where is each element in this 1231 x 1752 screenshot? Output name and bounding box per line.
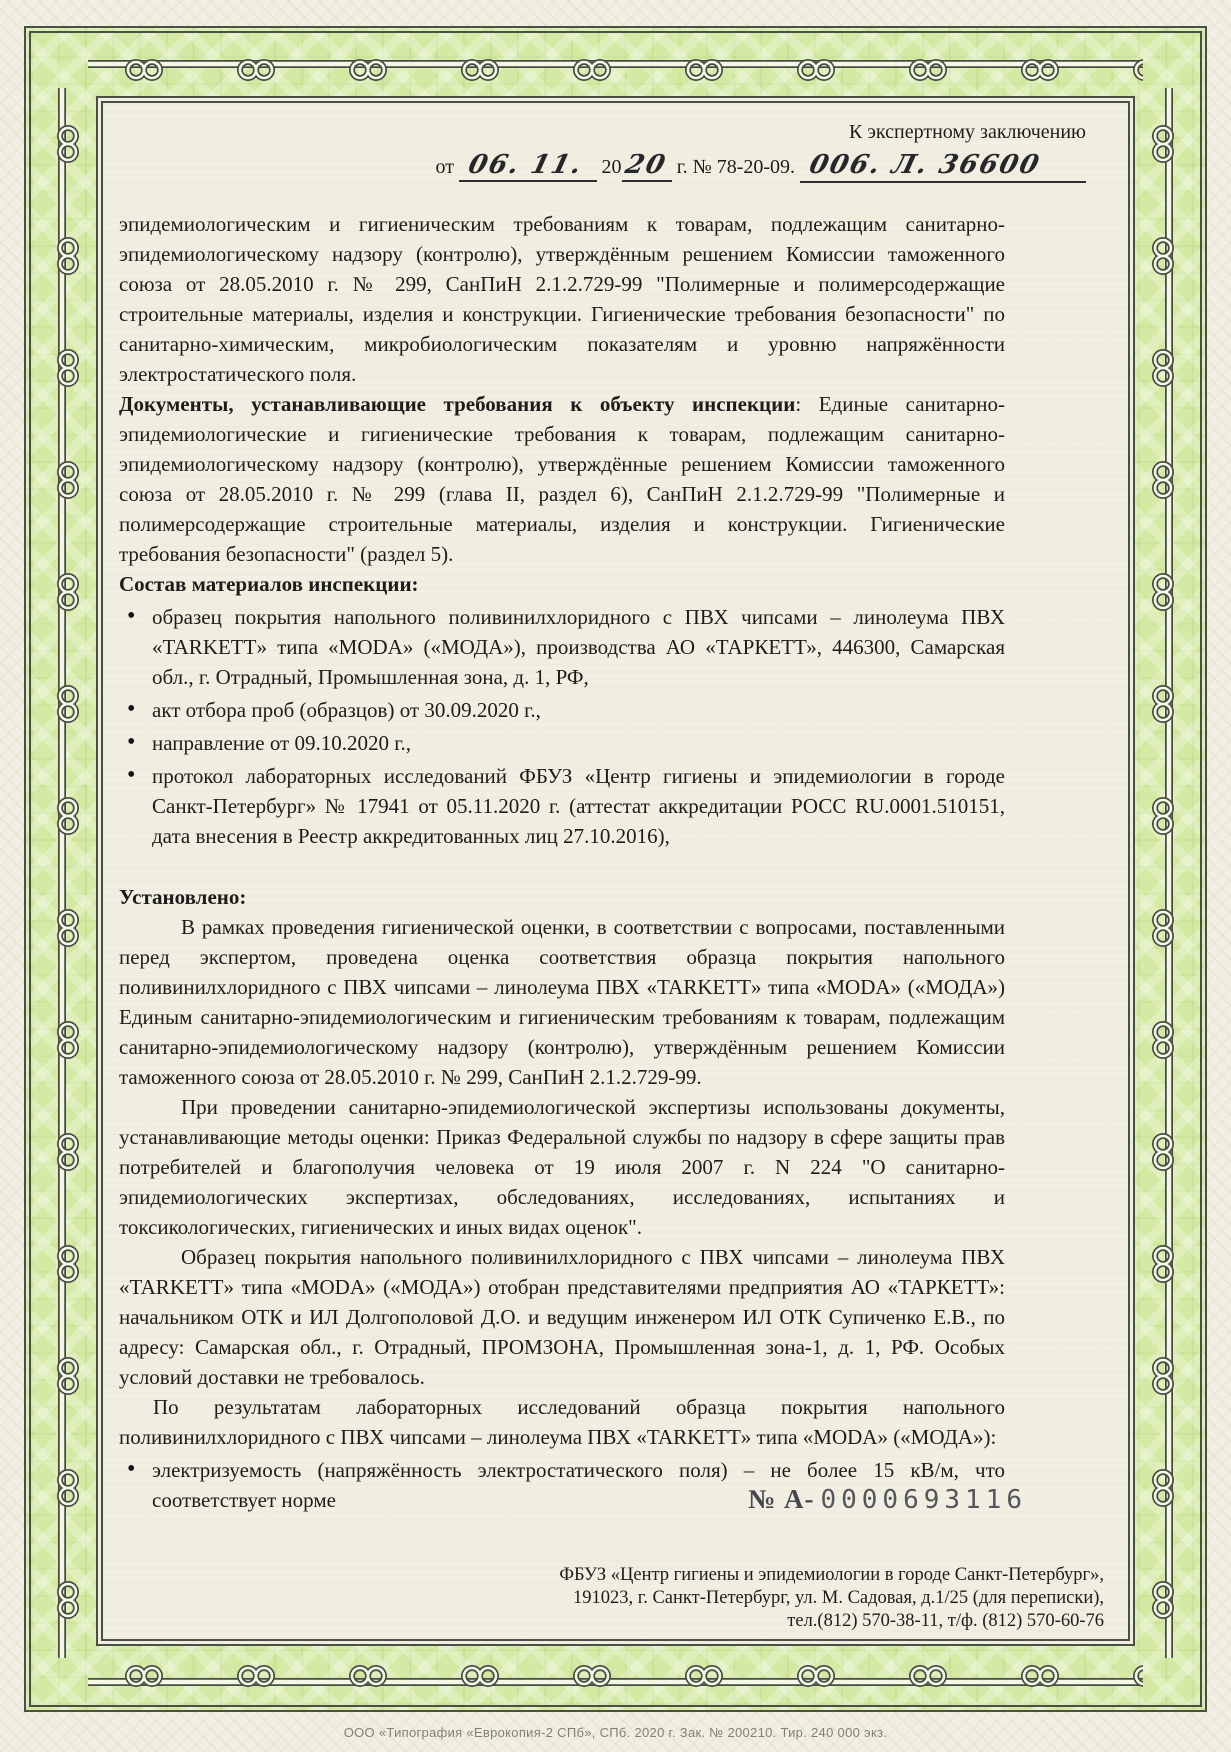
year-printed: 20 [601,156,622,178]
knot-chain-border-left [46,88,84,1658]
handwritten-year: 20 [621,150,670,180]
materials-heading: Состав материалов инспекции: [119,572,419,596]
issuer-address: 191023, г. Санкт-Петербург, ул. М. Садовая, д.1/25 (для переписки), [572,1588,1104,1608]
list-item: • направление от 09.10.2020 г., [119,728,1005,758]
paragraph-methods: При проведении санитарно-эпидемиологической экспертизы использованы документы, устанавливающие методы оценки: Приказ Федеральной службы по надзору в сфере защиты прав потребителей и благополучия человека от 19 июля 2007 г. N 224 "О санитарно-эпидемиологических экспертизах, обследованиях, исследованиях, испытаниях и токсикологических, гигиенических и иных видах оценок". [119,1095,1005,1239]
document-sheet [96,96,1135,1646]
documents-lead-in: Документы, устанавливающие требования к объекту инспекции [119,392,796,416]
documents-text: : Единые санитарно-эпидемиологические и гигиенические требования к товарам, подлежащим санитарно-эпидемиологическому надзору (контролю), утверждённые решением Комиссии таможенного союза от 28.05.2010 г. № 299 (глава II, раздел 6), СанПиН 2.1.2.729-99 "Полимерные и полимерсодержащие строительные материалы, изделия и конструкции. Гигиенические требования безопасности" (раздел 5). [119,392,1005,566]
paragraph-documents [119,389,1005,569]
paragraph-hygienic-assessment: В рамках проведения гигиенической оценки, в соответствии с вопросами, поставленными перед экспертом, проведена оценка соответствия образца покрытия напольного поливинилхлоридного с ПВХ чипсами – линолеума ПВХ «TARKETT» типа «MODA» («МОДА») Единым санитарно-эпидемиологическим и гигиеническим требованиям к товарам, подлежащим санитарно-эпидемиологическому надзору (контролю), утверждённым решением Комиссии таможенного союза от 28.05.2010 г. № 299, СанПиН 2.1.2.729-99. [119,915,1005,1089]
handwritten-year-field [622,152,672,182]
issuer-contact-block [559,1564,1104,1633]
materials-list [119,602,1005,851]
serial-number: 0000693116 [820,1485,1027,1515]
date-prefix: от [435,156,454,178]
knot-chain-border-bottom [88,1660,1143,1698]
section-gap [119,854,1005,882]
list-item: • акт отбора проб (образцов) от 30.09.2020 г., [119,695,1005,725]
paragraph-sampling: Образец покрытия напольного поливинилхлоридного с ПВХ чипсами – линолеума ПВХ «TARKETT» типа «MODA» («МОДА») отобран представителями предприятия АО «ТАРКЕТТ»: начальником ОТК и ИЛ Долгополовой Д.О. и ведущим инженером ИЛ ОТК Супиченко Е.В., по адресу: Самарская обл., г. Отрадный, ПРОМЗОНА, Промышленная зона-1, д. 1, РФ. Особых условий доставки не требовалось. [119,1245,1005,1389]
knot-chain-border-right [1147,88,1185,1658]
document-reference-label: К экспертному заключению [849,121,1086,143]
paragraph-requirements-continued: эпидемиологическим и гигиеническим требованиям к товарам, подлежащим санитарно-эпидемиологическому надзору (контролю), утверждённым решением Комиссии таможенного союза от 28.05.2010 г. № 299, СанПиН 2.1.2.729-99 "Полимерные и полимерсодержащие строительные материалы, изделия и конструкции. Гигиенические требования безопасности" по санитарно-химическим, микробиологическим показателям и уровню напряжённости электростатического поля. [119,212,1005,386]
issuer-phones: тел.(812) 570-38-11, т/ф. (812) 570-60-76 [787,1611,1104,1631]
serial-prefix: № А- [748,1484,815,1514]
print-shop-imprint: ООО «Типография «Еврокопия-2 СПб», СПб. 2020 г. Зак. № 200210. Тир. 240 000 экз. [343,1725,888,1740]
document-date-number-line [103,152,1086,183]
list-item: • протокол лабораторных исследований ФБУЗ «Центр гигиены и эпидемиологии в городе Санкт-Петербург» № 17941 от 05.11.2020 г. (аттестат аккредитации РОСС RU.0001.510151, дата внесения в Реестр аккредитованных лиц 27.10.2016), [119,761,1005,851]
handwritten-date-field [459,152,597,182]
handwritten-number: 006. Л. 36600 [806,150,1044,180]
list-item: • электризуемость (напряжённость электростатического поля) – не более 15 кВ/м, что соответствует норме [119,1455,1005,1515]
results-list [119,1455,1005,1515]
list-item: • образец покрытия напольного поливинилхлоридного с ПВХ чипсами – линолеума ПВХ «TARKETT» типа «MODA» («МОДА»), производства АО «ТАРКЕТТ», 446300, Самарская обл., г. Отрадный, Промышленная зона, д. 1, РФ, [119,602,1005,692]
knot-chain-border-top [88,48,1143,86]
issuer-name: ФБУЗ «Центр гигиены и эпидемиологии в городе Санкт-Петербург», [559,1565,1104,1585]
number-prefix: г. № 78-20-09. [676,156,796,178]
established-heading: Установлено: [119,885,247,909]
document-body [103,209,1128,1516]
handwritten-date: 06. 11. [465,150,587,180]
paragraph-lab-results: По результатам лабораторных исследований образца покрытия напольного поливинилхлоридного с ПВХ чипсами – линолеума ПВХ «TARKETT» типа «MODA» («МОДА»): [119,1395,1005,1449]
handwritten-number-field [800,152,1086,183]
